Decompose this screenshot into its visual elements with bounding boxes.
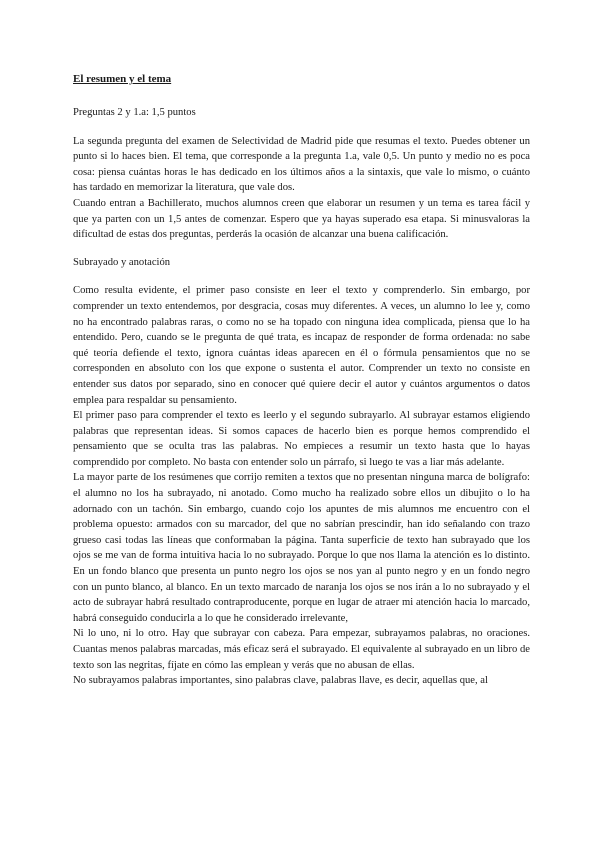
paragraph: Ni lo uno, ni lo otro. Hay que subrayar con cabeza. Para empezar, subrayamos palabras, no oraciones. Cuantas menos palabras marcadas, más eficaz será el subrayado. El equivalente al subrayado en un libro de texto son las negritas, fíjate en cómo las emplean y verás que no abusan de ellas. [73,628,530,671]
paragraph: Cuando entran a Bachillerato, muchos alumnos creen que elaborar un resumen y un tema es tarea fácil y que ya parten con un 1,5 antes de comenzar. Espero que ya hayas superado esa etapa. Si minusvaloras la dificultad de estas dos preguntas, perderás la ocasión de alcanzar una buena calificación. [73,197,530,241]
paragraph: La mayor parte de los resúmenes que corrijo remiten a textos que no presentan ninguna marca de bolígrafo: el alumno no los ha subrayado, ni anotado. Como mucho ha realizado sobre ellos un dibujito o lo ha adornado con un tachón. Sin embargo, cuando cojo los apuntes de mis alumnos me encuentro con el problema opuesto: armados con su marcador, del que no sabrían prescindir, han ido señalando con trazo grueso casi todas las líneas que conformaban la página. Tanta superficie de texto han subrayado que los ojos se me van de forma intuitiva hacia lo no subrayado. Porque lo que nos llama la atención es lo distinto. En un fondo blanco que presenta un punto negro los ojos se nos yan al punto negro y en un fondo negro con un punto blanco, al blanco. En un texto marcado de naranja los ojos se nos irán a lo no subrayado y el acto de subrayar habrá resultado contraproducente, porque en lugar de atraer mi atención hacia lo marcado, habrá conseguido conducirla a lo que he considerado irrelevante, [73,472,530,624]
paragraph: Como resulta evidente, el primer paso consiste en leer el texto y comprenderlo. Sin embargo, por comprender un texto entendemos, por desgracia, cosas muy diferentes. A veces, un alumno lo lee y, como no ha encontrado palabras raras, o como no se ha topado con ninguna idea complicada, piensa que lo ha entendido. Pero, cuando se le pregunta de qué trata, es incapaz de responder de forma ordenada: no sabe qué teoría defiende el texto, ignora cuántas ideas aparecen en él o fórmula pensamientos que no se corresponden en absoluto con los que expone o sustenta el autor. Comprender un texto no consiste en entender sus datos por separado, sino en conocer qué quiere decir el autor y cuántos argumentos o datos emplea para respaldar su pensamiento. [73,285,530,406]
document-title: El resumen y el tema [73,73,172,85]
subtitle-subrayado: Subrayado y anotación [73,256,171,268]
subtitle-preguntas: Preguntas 2 y 1.a: 1,5 puntos [73,107,196,118]
paragraph: La segunda pregunta del examen de Selectividad de Madrid pide que resumas el texto. Puedes obtener un punto si lo haces bien. El tema, que corresponde a la pregunta 1.a, vale 0,5. Un punto y medio no es poca cosa: piensa cuántas horas le has dedicado en los últimos años a la sintaxis, que vale lo mismo, o cuánto has tardado en memorizar la literatura, que vale dos. [73,135,530,194]
paragraph: El primer paso para comprender el texto es leerlo y el segundo subrayarlo. Al subrayar estamos eligiendo palabras que representan ideas. Si somos capaces de hacerlo bien es porque hemos comprendido el pensamiento que se oculta tras las palabras. No empieces a resumir un texto hasta que lo hayas comprendido por completo. No basta con entender solo un párrafo, si luego te vas a liar más adelante. [73,410,530,468]
paragraph: No subrayamos palabras importantes, sino palabras clave, palabras llave, es decir, aquellas que, al [73,675,488,687]
document-body [73,72,530,689]
